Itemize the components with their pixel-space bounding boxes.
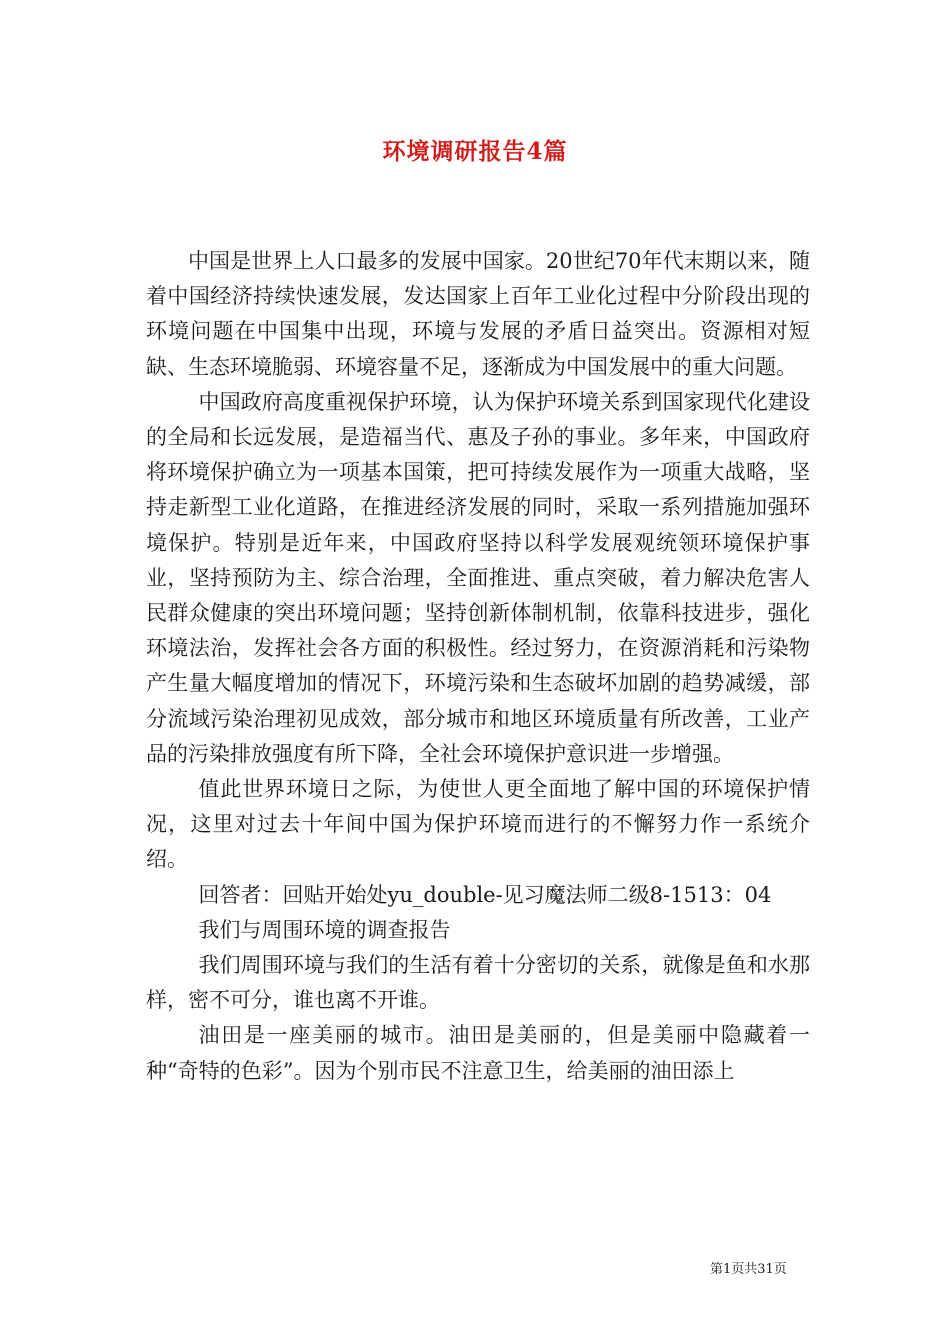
page-number: 第1页共31页 [710,1262,787,1277]
paragraph-5: 我们与周围环境的调查报告 [198,917,451,942]
paragraph-3: 值此世界环境日之际，为使世人更全面地了解中国的环境保护情况，这里对过去十年间中国为保护环境而进行的不懈努力作一系统介绍。 [146,777,810,872]
paragraph-2: 中国政府高度重视保护环境，认为保护环境关系到国家现代化建设的全局和长远发展，是造福当代、惠及子孙的事业。多年来，中国政府将环境保护确立为一项基本国策，把可持续发展作为一项重大战略，坚持走新型工业化道路，在推进经济发展的同时，采取一系列措施加强环境保护。特别是近年来，中国政府坚持以科学发展观统领环境保护事业，坚持预防为主、综合治理，全面推进、重点突破，着力解决危害人民群众健康的突出环境问题；坚持创新体制机制，依靠科技进步，强化环境法治，发挥社会各方面的积极性。经过努力，在资源消耗和污染物产生量大幅度增加的情况下，环境污染和生态破坏加剧的趋势减缓，部分流域污染治理初见成效，部分城市和地区环境质量有所改善，工业产品的污染排放强度有所下降，全社会环境保护意识进一步增强。 [146,389,810,766]
document-title: 环境调研报告4篇 [382,138,568,165]
paragraph-1: 中国是世界上人口最多的发展中国家。20世纪70年代末期以来，随着中国经济持续快速发展，发达国家上百年工业化过程中分阶段出现的环境问题在中国集中出现，环境与发展的矛盾日益突出。资源相对短缺、生态环境脆弱、环境容量不足，逐渐成为中国发展中的重大问题。 [146,249,810,379]
paragraph-6: 我们周围环境与我们的生活有着十分密切的关系，就像是鱼和水那样，密不可分，谁也离不开谁。 [146,953,810,1013]
paragraph-4: 回答者：回贴开始处yu_double-见习魔法师二级8-1513：04 [198,882,772,907]
document-body [146,244,810,1089]
paragraph-7: 油田是一座美丽的城市。油田是美丽的，但是美丽中隐藏着一种“奇特的色彩”。因为个别市民不注意卫生，给美丽的油田添上 [146,1023,810,1083]
